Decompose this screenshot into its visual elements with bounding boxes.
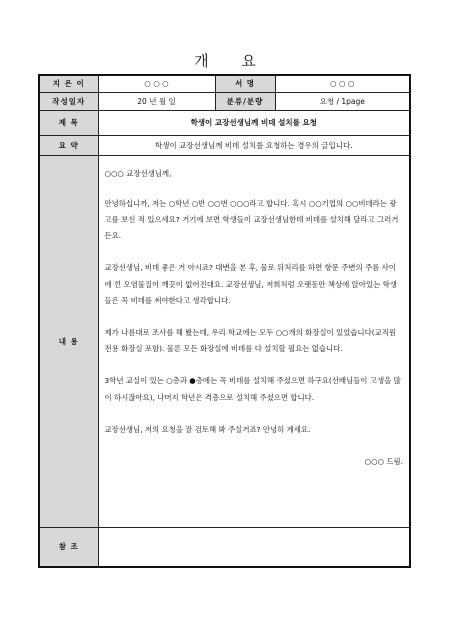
reference-value (98, 527, 410, 567)
letter-greeting: ○○○ 교장선생님께, (104, 168, 172, 178)
letter-paragraph: 제가 나름대로 조사를 해 봤는데, 우리 학교에는 모두 ○○개의 화장실이 있었습니다(교직원 전용 화장실 포함). 물론 모든 화장실에 비데를 다 설치할 필요는 없습니다. (104, 327, 397, 354)
signature-value: ○ ○ ○ (275, 75, 410, 92)
content-body (98, 155, 410, 527)
summary-label: 요 약 (39, 135, 98, 155)
category-value: 요청 / 1page (275, 92, 410, 110)
date-row (39, 92, 410, 110)
document-title: 개 요 (194, 52, 270, 70)
reference-row (39, 527, 410, 567)
summary-row (39, 135, 410, 155)
letter-paragraph: 3학년 교실이 있는 ○층과 ●층에는 꼭 비데를 설치해 주셨으면 하구요(선배님들이 고생을 많이 하시잖아요), 나머지 학년은 격층으로 설치해 주셨으면 합니다. (104, 376, 401, 402)
date-value: 20 년 월 일 (98, 92, 215, 110)
letter-paragraph: 교장선생님, 비데 좋은 거 아시죠? 대변을 본 후, 물로 뒤처리를 하면 항문 주변의 주름 사이에 낀 오염물질이 깨끗이 없어진대요. 교장선생님, 저희처럼 오랫동안 책상에 앉아있는 학생들은 꼭 비데를 써야한다고 생각합니다. (104, 263, 397, 305)
summary-value: 학생이 교장선생님께 비데 설치를 요청하는 경우의 글입니다. (98, 135, 410, 155)
summary-form-table (38, 74, 411, 568)
reference-label: 참 조 (39, 527, 98, 567)
letter-paragraph: 안녕하십니까, 저는 ○학년 ○반 ○○번 ○○○라고 합니다. 혹시 ○○기업의 ○○비데라는 광고를 보신 적 있으세요? 거기에 보면 학생들이 교장선생님한테 비데를 설치해 달라고 그러거든요. (104, 198, 399, 241)
subject-label: 제 목 (39, 110, 98, 135)
date-label: 작성일자 (39, 92, 98, 110)
writer-row (39, 75, 410, 92)
category-label: 분류/분량 (215, 92, 275, 110)
content-row (39, 155, 410, 527)
signature-label: 서 명 (215, 75, 275, 92)
writer-value: ○ ○ ○ (98, 75, 215, 92)
letter-closing: ○○○ 드림. (364, 456, 403, 466)
content-label: 내 용 (39, 155, 98, 527)
writer-label: 지 은 이 (39, 75, 98, 92)
subject-row (39, 110, 410, 135)
letter-paragraph: 교장선생님, 저의 요청을 잘 검토해 봐 주실거죠? 안녕히 계세요. (104, 424, 311, 434)
subject-value: 학생이 교장선생님께 비데 설치를 요청 (98, 110, 410, 135)
